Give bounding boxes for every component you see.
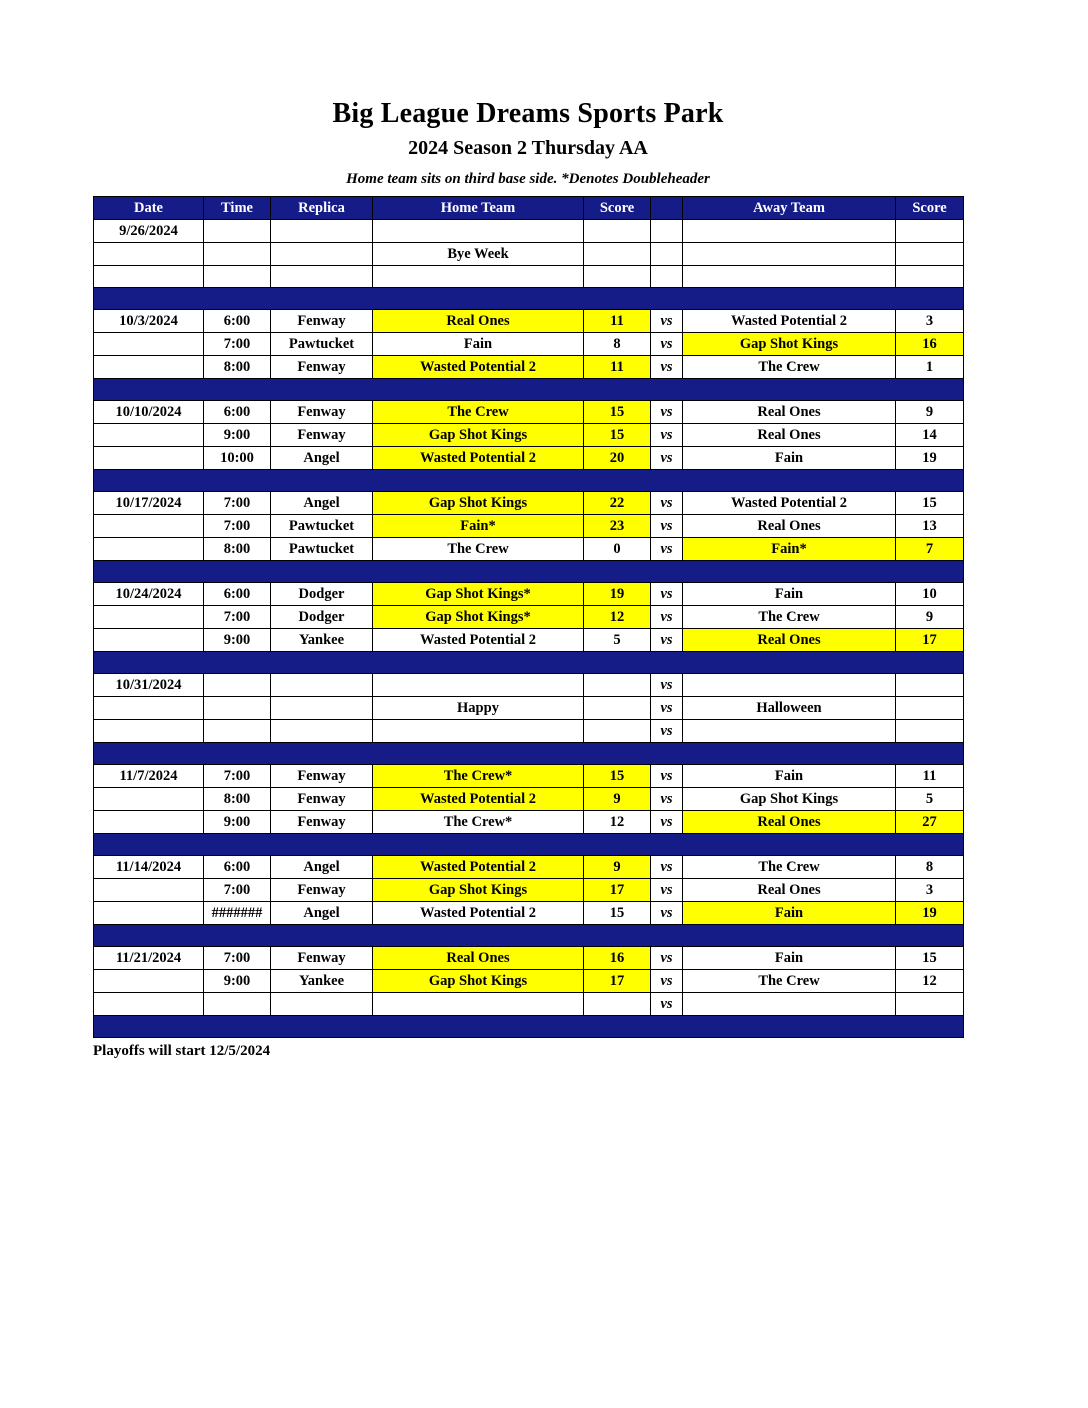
away-team-cell: Fain — [683, 947, 896, 970]
time-cell: 7:00 — [204, 333, 271, 356]
replica-cell — [271, 220, 373, 243]
date-cell: 10/31/2024 — [94, 674, 204, 697]
home-team-cell: Real Ones — [373, 310, 584, 333]
time-cell — [204, 993, 271, 1016]
table-row — [94, 879, 964, 902]
date-cell: 10/3/2024 — [94, 310, 204, 333]
away-team-cell: The Crew — [683, 356, 896, 379]
home-team-cell: Wasted Potential 2 — [373, 447, 584, 470]
away-score-cell — [896, 697, 964, 720]
separator-band — [94, 652, 964, 674]
time-cell — [204, 266, 271, 288]
vs-cell: vs — [651, 879, 683, 902]
away-score-cell: 8 — [896, 856, 964, 879]
vs-cell: vs — [651, 447, 683, 470]
vs-cell: vs — [651, 765, 683, 788]
away-team-cell — [683, 266, 896, 288]
date-cell — [94, 697, 204, 720]
playoffs-note: Playoffs will start 12/5/2024 — [93, 1043, 271, 1059]
home-team-cell: Real Ones — [373, 947, 584, 970]
table-row — [94, 538, 964, 561]
away-score-cell: 5 — [896, 788, 964, 811]
away-team-cell: Halloween — [683, 697, 896, 720]
home-team-cell: The Crew* — [373, 811, 584, 834]
away-team-cell — [683, 674, 896, 697]
away-team-cell: Fain* — [683, 538, 896, 561]
vs-cell: vs — [651, 902, 683, 925]
away-score-cell: 10 — [896, 583, 964, 606]
vs-cell: vs — [651, 401, 683, 424]
time-cell: 8:00 — [204, 356, 271, 379]
separator-band — [94, 743, 964, 765]
time-cell: 6:00 — [204, 583, 271, 606]
time-cell — [204, 697, 271, 720]
table-row — [94, 970, 964, 993]
away-score-cell — [896, 720, 964, 743]
home-team-cell: Gap Shot Kings* — [373, 606, 584, 629]
separator-row — [94, 561, 964, 583]
vs-cell: vs — [651, 947, 683, 970]
replica-cell — [271, 993, 373, 1016]
table-row — [94, 220, 964, 243]
away-team-header: Away Team — [683, 197, 896, 220]
home-score-cell: 22 — [584, 492, 651, 515]
time-cell: 7:00 — [204, 515, 271, 538]
separator-band — [94, 561, 964, 583]
table-row — [94, 902, 964, 925]
vs-cell: vs — [651, 515, 683, 538]
vs-cell — [651, 266, 683, 288]
vs-cell: vs — [651, 538, 683, 561]
away-team-cell: Real Ones — [683, 879, 896, 902]
separator-band — [94, 925, 964, 947]
home-team-cell: Gap Shot Kings — [373, 879, 584, 902]
table-row — [94, 333, 964, 356]
home-team-cell: Gap Shot Kings — [373, 970, 584, 993]
table-row — [94, 356, 964, 379]
replica-cell: Fenway — [271, 310, 373, 333]
home-score-cell: 9 — [584, 856, 651, 879]
schedule-body — [94, 220, 964, 1038]
home-team-cell: Gap Shot Kings — [373, 492, 584, 515]
table-row — [94, 515, 964, 538]
date-cell — [94, 243, 204, 266]
away-team-cell: Gap Shot Kings — [683, 788, 896, 811]
home-team-cell: Bye Week — [373, 243, 584, 266]
home-team-cell: Wasted Potential 2 — [373, 356, 584, 379]
time-cell: 6:00 — [204, 856, 271, 879]
home-score-cell: 12 — [584, 811, 651, 834]
replica-cell: Pawtucket — [271, 515, 373, 538]
away-score-cell: 1 — [896, 356, 964, 379]
home-score-cell — [584, 697, 651, 720]
vs-cell: vs — [651, 310, 683, 333]
vs-cell: vs — [651, 674, 683, 697]
table-row — [94, 447, 964, 470]
table-row — [94, 765, 964, 788]
table-row — [94, 492, 964, 515]
time-cell: 6:00 — [204, 401, 271, 424]
date-cell — [94, 879, 204, 902]
home-team-cell: Wasted Potential 2 — [373, 856, 584, 879]
home-team-cell: The Crew — [373, 538, 584, 561]
replica-cell: Fenway — [271, 424, 373, 447]
date-header: Date — [94, 197, 204, 220]
replica-cell: Fenway — [271, 879, 373, 902]
home-team-cell: The Crew* — [373, 765, 584, 788]
home-score-cell — [584, 220, 651, 243]
home-score-cell: 0 — [584, 538, 651, 561]
away-team-cell: Fain — [683, 765, 896, 788]
home-team-cell: Happy — [373, 697, 584, 720]
replica-cell: Pawtucket — [271, 538, 373, 561]
home-score-cell — [584, 243, 651, 266]
vs-cell: vs — [651, 356, 683, 379]
away-team-cell: The Crew — [683, 856, 896, 879]
away-score-cell: 19 — [896, 902, 964, 925]
home-score-cell: 19 — [584, 583, 651, 606]
away-team-cell: Fain — [683, 902, 896, 925]
separator-band — [94, 834, 964, 856]
replica-cell: Dodger — [271, 583, 373, 606]
date-cell — [94, 424, 204, 447]
replica-cell: Yankee — [271, 970, 373, 993]
home-score-cell: 23 — [584, 515, 651, 538]
date-cell — [94, 356, 204, 379]
replica-cell: Fenway — [271, 811, 373, 834]
away-score-cell: 27 — [896, 811, 964, 834]
away-score-cell — [896, 266, 964, 288]
away-team-cell: The Crew — [683, 606, 896, 629]
home-team-cell: Gap Shot Kings* — [373, 583, 584, 606]
date-cell — [94, 629, 204, 652]
replica-cell — [271, 720, 373, 743]
date-cell — [94, 970, 204, 993]
table-row — [94, 243, 964, 266]
replica-cell: Yankee — [271, 629, 373, 652]
time-cell: 7:00 — [204, 947, 271, 970]
away-score-cell: 11 — [896, 765, 964, 788]
home-score-cell — [584, 674, 651, 697]
time-cell: 7:00 — [204, 879, 271, 902]
away-score-cell: 14 — [896, 424, 964, 447]
date-cell: 11/14/2024 — [94, 856, 204, 879]
time-cell: 9:00 — [204, 811, 271, 834]
time-cell: 6:00 — [204, 310, 271, 333]
home-team-cell: Wasted Potential 2 — [373, 902, 584, 925]
header-row — [94, 197, 964, 220]
vs-cell: vs — [651, 333, 683, 356]
home-score-cell: 20 — [584, 447, 651, 470]
separator-row — [94, 379, 964, 401]
schedule-sheet — [93, 0, 963, 1060]
date-cell: 10/17/2024 — [94, 492, 204, 515]
away-score-cell: 9 — [896, 401, 964, 424]
home-team-cell — [373, 993, 584, 1016]
home-score-cell: 15 — [584, 424, 651, 447]
home-team-cell: Fain* — [373, 515, 584, 538]
home-team-header: Home Team — [373, 197, 584, 220]
home-score-cell: 9 — [584, 788, 651, 811]
home-team-cell — [373, 266, 584, 288]
table-row — [94, 720, 964, 743]
home-team-cell: Wasted Potential 2 — [373, 788, 584, 811]
table-row — [94, 947, 964, 970]
table-row — [94, 583, 964, 606]
table-row — [94, 697, 964, 720]
time-cell — [204, 674, 271, 697]
time-cell: 10:00 — [204, 447, 271, 470]
separator-row — [94, 470, 964, 492]
home-score-cell: 17 — [584, 970, 651, 993]
away-score-cell: 15 — [896, 492, 964, 515]
date-cell — [94, 266, 204, 288]
table-row — [94, 310, 964, 333]
replica-cell — [271, 243, 373, 266]
vs-cell: vs — [651, 606, 683, 629]
replica-cell: Angel — [271, 902, 373, 925]
home-team-cell — [373, 720, 584, 743]
date-cell: 10/24/2024 — [94, 583, 204, 606]
vs-cell: vs — [651, 424, 683, 447]
home-team-cell — [373, 220, 584, 243]
away-team-cell: Real Ones — [683, 424, 896, 447]
home-score-cell: 17 — [584, 879, 651, 902]
vs-cell: vs — [651, 720, 683, 743]
away-score-cell — [896, 993, 964, 1016]
table-row — [94, 606, 964, 629]
away-team-cell — [683, 220, 896, 243]
separator-band — [94, 288, 964, 310]
date-cell — [94, 333, 204, 356]
separator-row — [94, 834, 964, 856]
away-score-cell: 7 — [896, 538, 964, 561]
date-cell — [94, 993, 204, 1016]
away-score-cell — [896, 220, 964, 243]
table-row — [94, 856, 964, 879]
page-title: Big League Dreams Sports Park — [332, 98, 724, 129]
date-cell — [94, 811, 204, 834]
away-score-cell: 13 — [896, 515, 964, 538]
replica-cell: Dodger — [271, 606, 373, 629]
home-score-header: Score — [584, 197, 651, 220]
vs-cell — [651, 243, 683, 266]
away-score-cell: 19 — [896, 447, 964, 470]
date-cell — [94, 538, 204, 561]
away-team-cell: Real Ones — [683, 629, 896, 652]
date-cell — [94, 606, 204, 629]
table-row — [94, 993, 964, 1016]
home-team-cell: Fain — [373, 333, 584, 356]
home-team-cell: Wasted Potential 2 — [373, 629, 584, 652]
vs-cell: vs — [651, 697, 683, 720]
home-team-cell: Gap Shot Kings — [373, 424, 584, 447]
replica-cell: Fenway — [271, 947, 373, 970]
date-cell: 11/21/2024 — [94, 947, 204, 970]
time-cell — [204, 220, 271, 243]
away-team-cell: Real Ones — [683, 515, 896, 538]
away-team-cell: Fain — [683, 583, 896, 606]
away-score-cell: 9 — [896, 606, 964, 629]
home-score-cell: 16 — [584, 947, 651, 970]
separator-band — [94, 470, 964, 492]
time-cell: 9:00 — [204, 970, 271, 993]
away-team-cell: Wasted Potential 2 — [683, 310, 896, 333]
away-team-cell — [683, 243, 896, 266]
home-score-cell — [584, 266, 651, 288]
date-cell — [94, 720, 204, 743]
vs-cell: vs — [651, 856, 683, 879]
home-team-note: Home team sits on third base side. *Denotes Doubleheader — [346, 171, 710, 187]
away-team-cell — [683, 720, 896, 743]
vs-header — [651, 197, 683, 220]
replica-cell: Fenway — [271, 356, 373, 379]
date-cell — [94, 447, 204, 470]
date-cell — [94, 788, 204, 811]
vs-cell: vs — [651, 583, 683, 606]
separator-row — [94, 1016, 964, 1038]
separator-row — [94, 652, 964, 674]
away-score-cell — [896, 674, 964, 697]
replica-cell — [271, 674, 373, 697]
table-row — [94, 266, 964, 288]
away-team-cell: Real Ones — [683, 811, 896, 834]
time-cell — [204, 243, 271, 266]
away-score-cell: 16 — [896, 333, 964, 356]
table-row — [94, 401, 964, 424]
vs-cell: vs — [651, 788, 683, 811]
home-score-cell: 5 — [584, 629, 651, 652]
away-score-cell: 3 — [896, 879, 964, 902]
date-cell: 10/10/2024 — [94, 401, 204, 424]
home-team-cell: The Crew — [373, 401, 584, 424]
separator-band — [94, 1016, 964, 1038]
time-cell: 9:00 — [204, 424, 271, 447]
replica-cell: Angel — [271, 447, 373, 470]
away-team-cell: Fain — [683, 447, 896, 470]
separator-band — [94, 379, 964, 401]
away-team-cell — [683, 993, 896, 1016]
time-cell — [204, 720, 271, 743]
away-score-cell: 17 — [896, 629, 964, 652]
replica-cell: Pawtucket — [271, 333, 373, 356]
replica-cell: Angel — [271, 492, 373, 515]
vs-cell: vs — [651, 492, 683, 515]
away-team-cell: The Crew — [683, 970, 896, 993]
away-score-cell: 12 — [896, 970, 964, 993]
replica-cell: Angel — [271, 856, 373, 879]
table-row — [94, 788, 964, 811]
time-cell: 7:00 — [204, 606, 271, 629]
home-score-cell: 8 — [584, 333, 651, 356]
replica-cell: Fenway — [271, 401, 373, 424]
away-score-cell: 15 — [896, 947, 964, 970]
home-score-cell: 11 — [584, 310, 651, 333]
date-cell: 9/26/2024 — [94, 220, 204, 243]
replica-cell — [271, 697, 373, 720]
home-score-cell: 15 — [584, 401, 651, 424]
replica-cell — [271, 266, 373, 288]
replica-header: Replica — [271, 197, 373, 220]
vs-cell: vs — [651, 993, 683, 1016]
home-score-cell — [584, 993, 651, 1016]
home-score-cell — [584, 720, 651, 743]
away-score-header: Score — [896, 197, 964, 220]
away-score-cell — [896, 243, 964, 266]
home-score-cell: 15 — [584, 765, 651, 788]
time-cell: 7:00 — [204, 492, 271, 515]
date-cell — [94, 902, 204, 925]
away-team-cell: Gap Shot Kings — [683, 333, 896, 356]
replica-cell: Fenway — [271, 788, 373, 811]
vs-cell: vs — [651, 811, 683, 834]
time-cell: ####### — [204, 902, 271, 925]
time-cell: 8:00 — [204, 788, 271, 811]
table-row — [94, 811, 964, 834]
separator-row — [94, 743, 964, 765]
away-team-cell: Real Ones — [683, 401, 896, 424]
table-row — [94, 674, 964, 697]
vs-cell: vs — [651, 629, 683, 652]
date-cell — [94, 515, 204, 538]
separator-row — [94, 925, 964, 947]
home-score-cell: 12 — [584, 606, 651, 629]
home-score-cell: 15 — [584, 902, 651, 925]
vs-cell — [651, 220, 683, 243]
time-cell: 9:00 — [204, 629, 271, 652]
time-cell: 7:00 — [204, 765, 271, 788]
home-team-cell — [373, 674, 584, 697]
table-row — [94, 629, 964, 652]
away-score-cell: 3 — [896, 310, 964, 333]
away-team-cell: Wasted Potential 2 — [683, 492, 896, 515]
table-row — [94, 424, 964, 447]
separator-row — [94, 288, 964, 310]
vs-cell: vs — [651, 970, 683, 993]
replica-cell: Fenway — [271, 765, 373, 788]
home-score-cell: 11 — [584, 356, 651, 379]
schedule-table — [93, 196, 964, 1038]
date-cell: 11/7/2024 — [94, 765, 204, 788]
time-cell: 8:00 — [204, 538, 271, 561]
page-subtitle: 2024 Season 2 Thursday AA — [408, 137, 648, 159]
time-header: Time — [204, 197, 271, 220]
